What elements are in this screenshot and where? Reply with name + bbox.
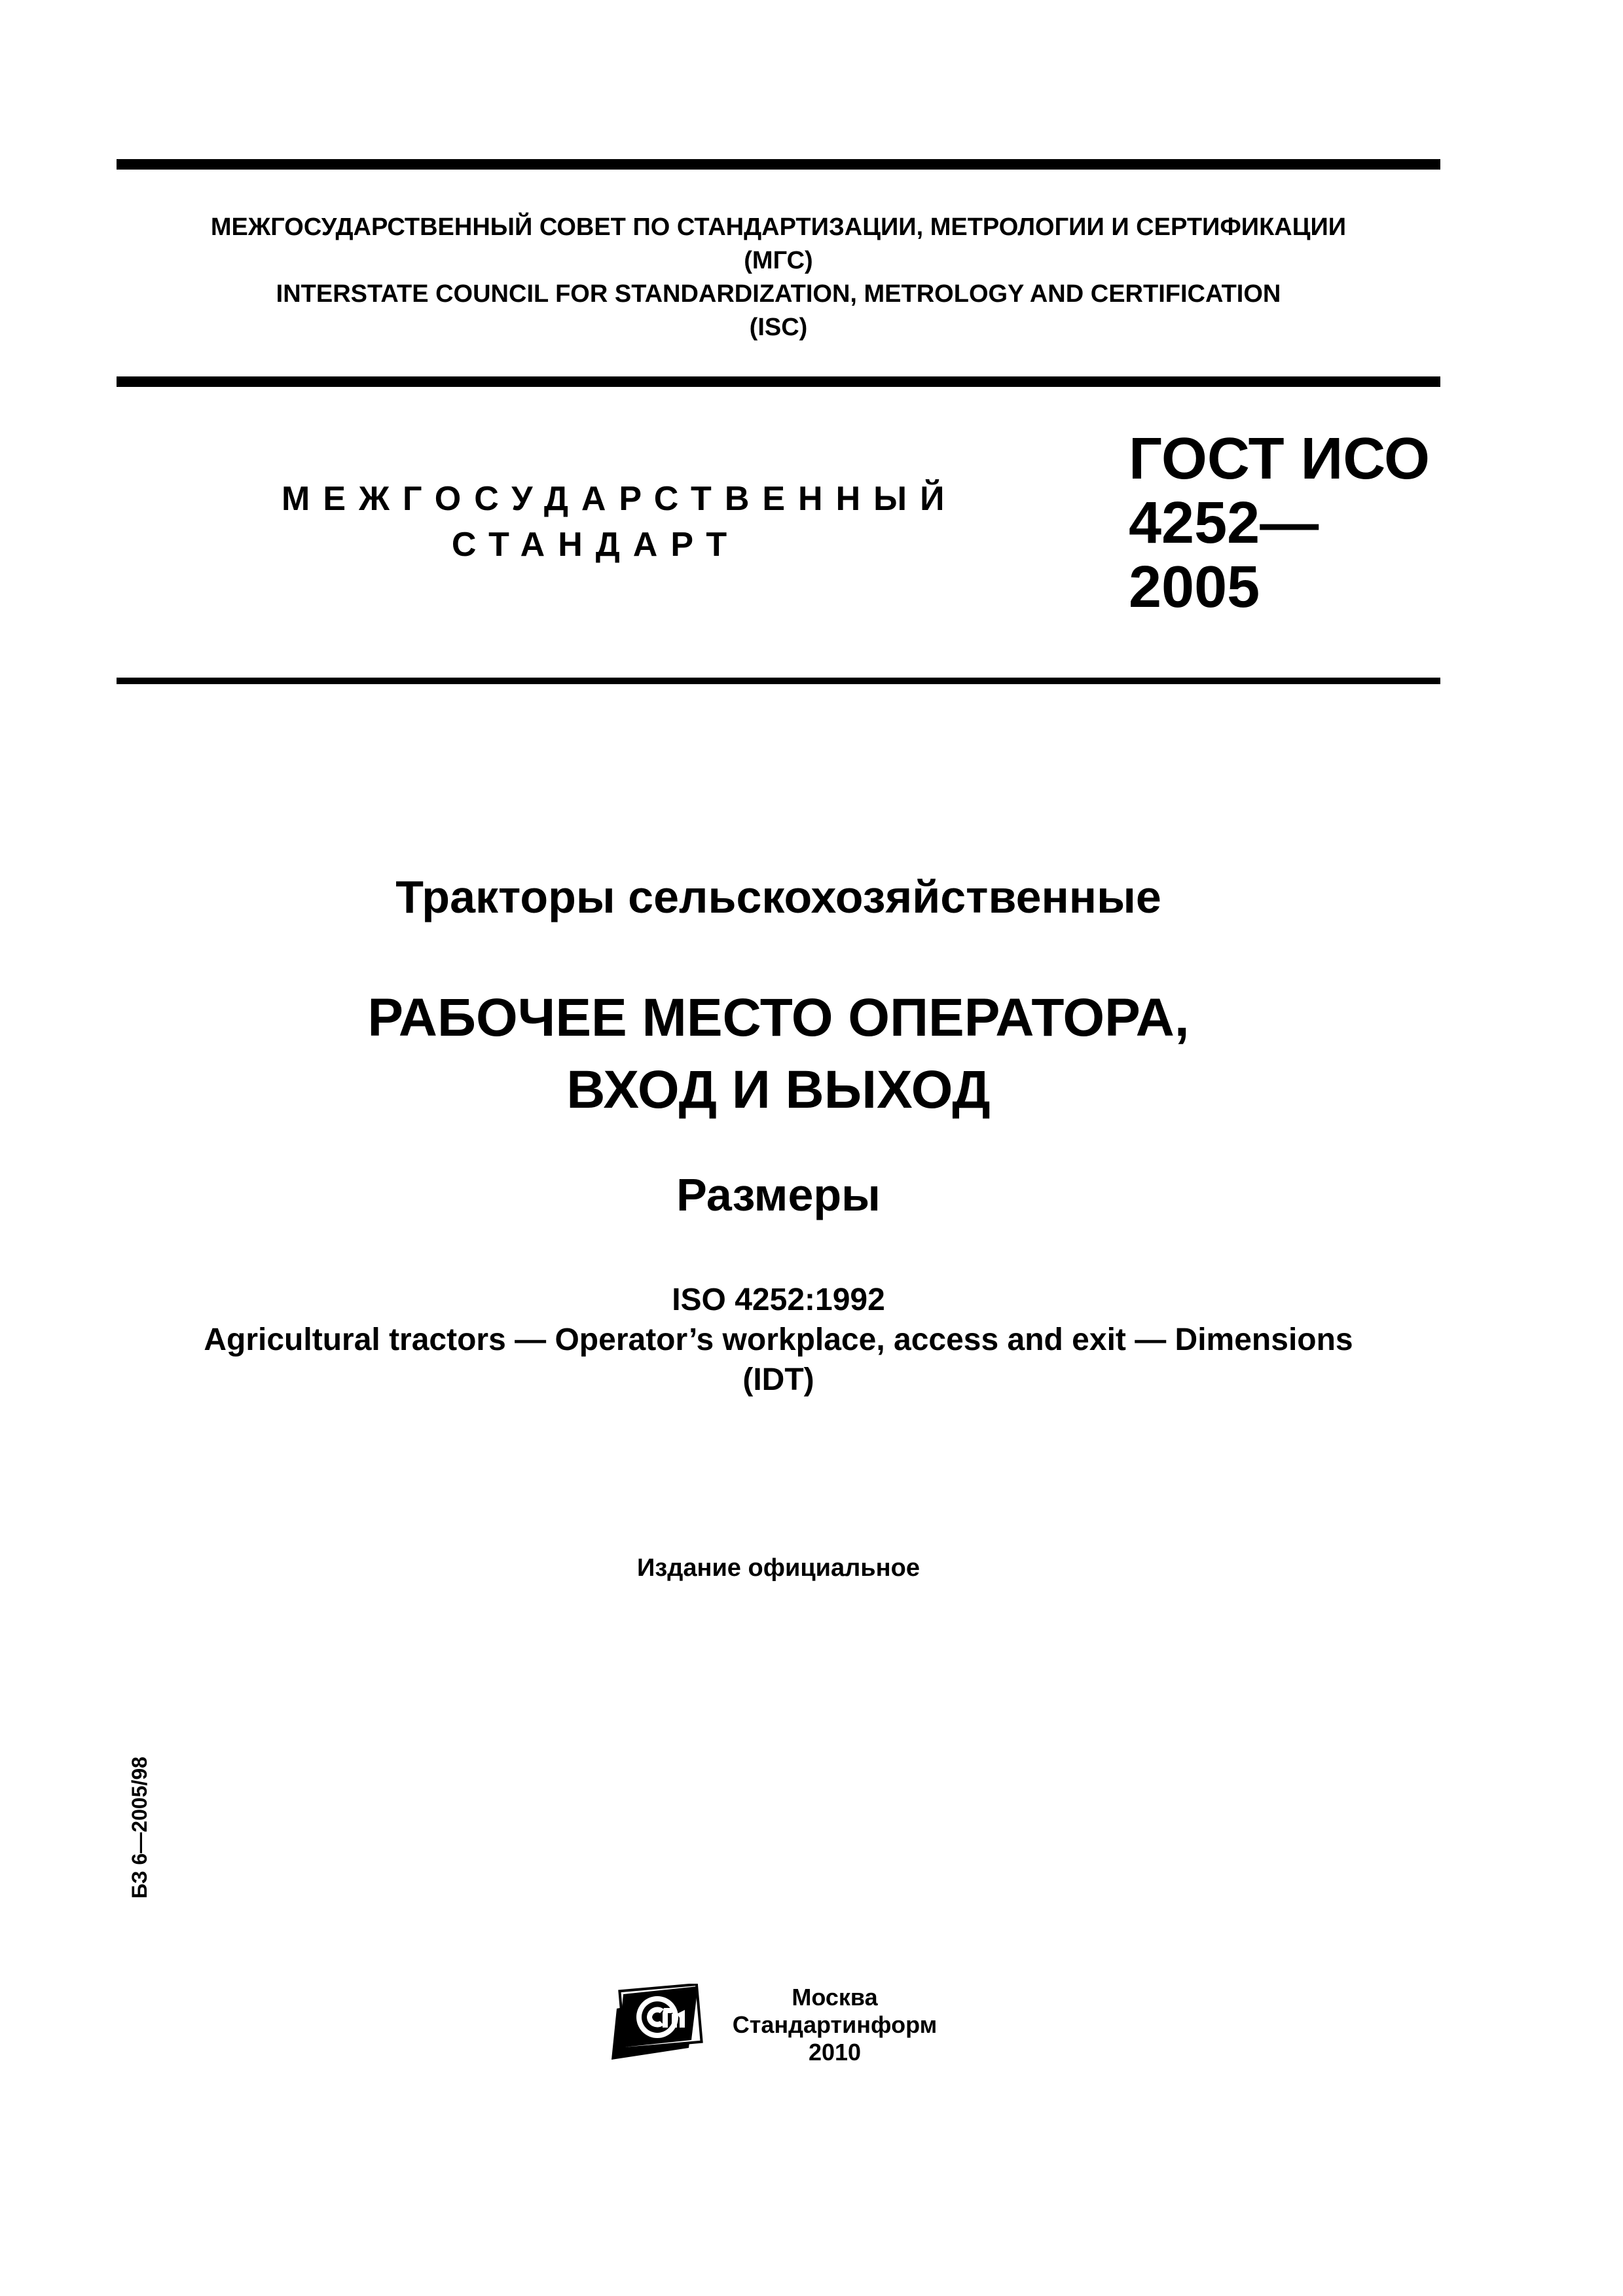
standartinform-logo-icon [609, 1984, 707, 2066]
standard-number-line2: 4252— [1129, 490, 1319, 556]
iso-reference-number: ISO 4252:1992 [672, 1283, 885, 1317]
document-subject: Тракторы сельскохозяйственные [395, 871, 1161, 922]
document-title-line1: РАБОЧЕЕ МЕСТО ОПЕРАТОРА, [367, 988, 1190, 1048]
document-title-line2: ВХОД И ВЫХОД [566, 1060, 991, 1120]
council-header [117, 211, 1440, 344]
council-name-en: INTERSTATE COUNCIL FOR STANDARDIZATION, METROLOGY AND CERTIFICATION [276, 280, 1281, 308]
standard-number [1129, 427, 1430, 619]
council-abbr-ru: (МГС) [744, 247, 813, 274]
bottom-rule [117, 678, 1440, 684]
publisher-city: Москва [792, 1984, 878, 2011]
edition-label: Издание официальное [637, 1554, 920, 1582]
iso-title-en: Agricultural tractors — Operator’s workplace, access and exit — Dimensions [204, 1322, 1353, 1357]
middle-rule [117, 376, 1440, 387]
standard-number-line3: 2005 [1129, 555, 1260, 620]
document-aspect: Размеры [676, 1169, 881, 1220]
iso-reference-block [117, 1280, 1440, 1400]
standard-type-label [282, 476, 958, 568]
document-title [117, 982, 1440, 1126]
side-code: БЗ 6—2005/98 [128, 1757, 151, 1899]
standard-type-line2: СТАНДАРТ [451, 526, 740, 564]
standard-number-line1: ГОСТ ИСО [1129, 426, 1431, 492]
publisher-year: 2010 [808, 2039, 862, 2066]
publisher-name: Стандартинформ [732, 2011, 938, 2038]
council-abbr-en: (ISC) [749, 314, 808, 341]
iso-equivalence: (IDT) [742, 1362, 814, 1397]
council-name-ru: МЕЖГОСУДАРСТВЕННЫЙ СОВЕТ ПО СТАНДАРТИЗАЦИИ, МЕТРОЛОГИИ И СЕРТИФИКАЦИИ [210, 213, 1347, 241]
publisher-block [727, 1984, 943, 2066]
standard-type-line1: МЕЖГОСУДАРСТВЕННЫЙ [282, 480, 958, 518]
top-rule [117, 159, 1440, 170]
